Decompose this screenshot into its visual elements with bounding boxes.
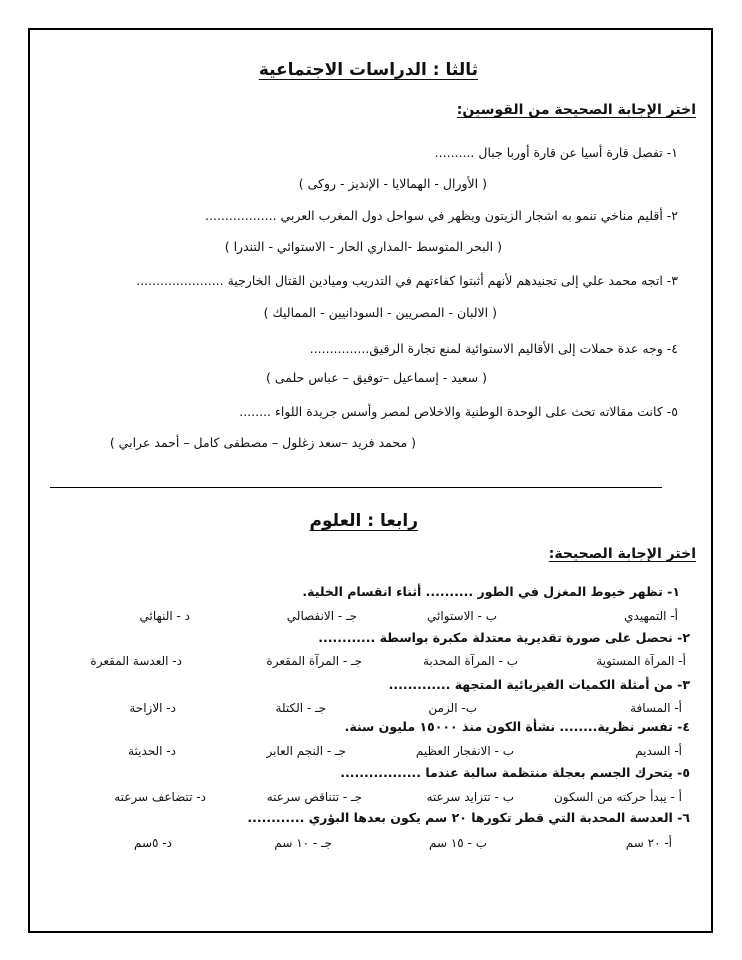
option-b: ب- الزمن <box>428 701 477 715</box>
section4-question-4: ٤- تفسر نظرية........ نشأة الكون منذ ١٥٠٠٠ مليون سنة. <box>344 719 690 734</box>
option-d: د- ٥سم <box>134 836 172 850</box>
section4-title: رابعا : العلوم <box>309 511 418 531</box>
option-a: أ- السديم <box>635 744 682 758</box>
section4-question-2: ٢- نحصل على صورة تقديرية معتدلة مكبرة بواسطة ............ <box>318 630 690 645</box>
option-d: د- الازاحة <box>129 701 176 715</box>
section3-instruction: اختر الإجابة الصحيحة من القوسين: <box>456 102 696 118</box>
section3-options-1: ( الأورال - الهمالايا - الإنديز - روكى ) <box>298 176 487 191</box>
section3-title: ثالثا : الدراسات الاجتماعية <box>258 60 478 80</box>
section3-options-4: ( سعيد - إسماعيل –توفيق – عباس حلمى ) <box>266 370 487 385</box>
section3-question-5: ٥- كانت مقالاته تحث على الوحدة الوطنية والاخلاص لمصر وأسس جريدة اللواء ........ <box>239 404 678 419</box>
option-b: ب - الانفجار العظيم <box>415 744 514 758</box>
option-a: أ- المسافة <box>630 701 682 715</box>
section-divider <box>50 487 662 488</box>
option-a: أ- ٢٠ سم <box>625 836 672 850</box>
option-b: ب - ١٥ سم <box>428 836 487 850</box>
option-d: د - النهائي <box>139 609 190 623</box>
section4-question-3: ٣- من أمثلة الكميات الفيزيائية المتجهة ............. <box>388 677 690 692</box>
section3-question-3: ٣- اتجه محمد علي إلى تجنيدهم لأنهم أثبتوا كفاءتهم في التدريب وميادين القتال الخارجية ...................... <box>136 273 678 288</box>
option-a: أ- التمهيدي <box>624 609 678 623</box>
option-c: جـ - ١٠ سم <box>274 836 332 850</box>
section3-options-3: ( الالبان - المصريين - السودانيين - المماليك ) <box>263 305 497 320</box>
option-b: ب - الاستوائي <box>427 609 497 623</box>
option-b: ب - المرآة المحدبة <box>423 654 518 668</box>
option-d: د- العدسة المقعرة <box>90 654 182 668</box>
section3-question-4: ٤- وجه عدة حملات إلى الأقاليم الاستوائية لمنع تجارة الرقيق............... <box>309 341 678 356</box>
section3-question-2: ٢- أقليم مناخي تنمو به اشجار الزيتون ويظهر في سواحل دول المغرب العربي .................. <box>205 208 678 223</box>
section3-options-5: ( محمد فريد –سعد زغلول – مصطفى كامل – أحمد عرابي ) <box>109 435 416 450</box>
option-d: د- الحديثة <box>128 744 176 758</box>
option-a: أ - يبدأ حركته من السكون <box>553 790 682 804</box>
option-a: أ- المرآة المستوية <box>596 654 686 668</box>
section4-question-1: ١- تظهر خيوط المغزل في الطور .......... أثناء انقسام الخلية. <box>302 584 680 599</box>
option-c: جـ - الانفصالي <box>286 609 357 623</box>
option-c: جـ - الكتلة <box>275 701 326 715</box>
section4-question-6: ٦- العدسة المحدبة التي قطر تكورها ٢٠ سم يكون بعدها البؤري ............ <box>247 810 690 825</box>
section4-question-5: ٥- يتحرك الجسم بعجلة منتظمة سالبة عندما ................. <box>340 765 690 780</box>
section4-instruction: اختر الإجابة الصحيحة: <box>548 546 696 562</box>
option-c: جـ - المرآة المقعرة <box>266 654 362 668</box>
section3-options-2: ( البحر المتوسط -المداري الحار - الاستوائي - التندرا ) <box>224 239 502 254</box>
option-d: د- تتضاعف سرعته <box>114 790 206 804</box>
option-b: ب - تتزايد سرعته <box>426 790 514 804</box>
section3-question-1: ١- تفصل قارة أسيا عن قارة أوربا جبال .......... <box>434 145 678 160</box>
option-c: جـ - تتناقص سرعته <box>266 790 362 804</box>
option-c: جـ - النجم العابر <box>266 744 346 758</box>
